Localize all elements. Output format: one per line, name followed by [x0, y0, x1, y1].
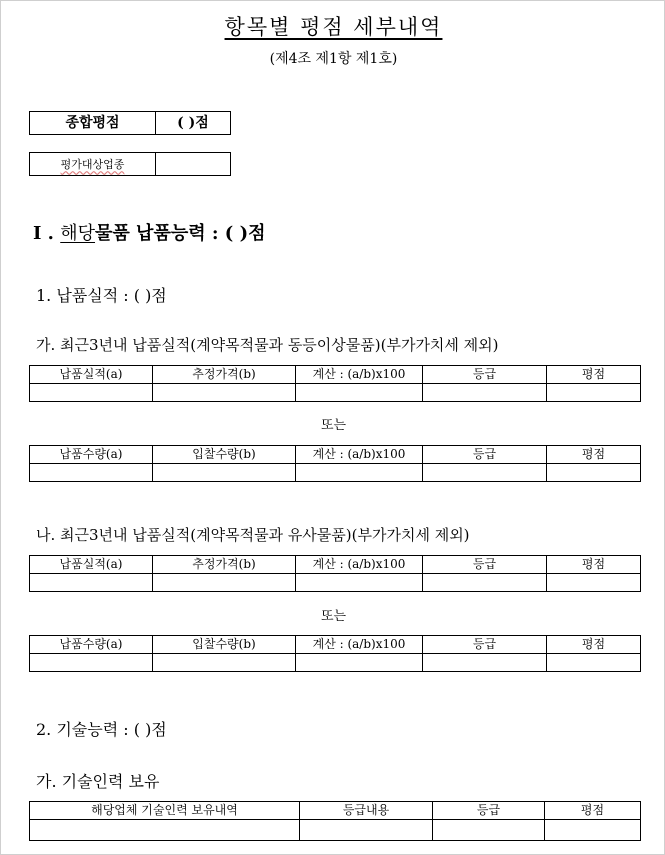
table-header: 평점 — [547, 366, 641, 384]
item1b-table1 — [29, 555, 641, 592]
table-cell[interactable] — [423, 464, 547, 482]
table-row — [30, 654, 641, 672]
table-header: 입찰수량(b) — [153, 636, 296, 654]
table-cell[interactable] — [547, 654, 641, 672]
table-header: 납품수량(a) — [30, 636, 153, 654]
table-row — [30, 384, 641, 402]
or-label: 또는 — [320, 418, 347, 433]
table-header: 등급 — [433, 802, 545, 820]
table-header: 납품실적(a) — [30, 366, 153, 384]
item1a-table1 — [29, 365, 641, 402]
table-cell[interactable] — [296, 574, 423, 592]
table-row — [30, 820, 641, 841]
table-cell[interactable] — [423, 654, 547, 672]
industry-value — [156, 153, 231, 176]
item2a-table — [29, 801, 641, 841]
table-header-row — [30, 802, 641, 820]
table-header: 등급 — [423, 556, 547, 574]
table-header-row — [30, 556, 641, 574]
table-header: 계산 : (a/b)x100 — [296, 446, 423, 464]
table-cell[interactable] — [153, 574, 296, 592]
table-cell[interactable] — [433, 820, 545, 841]
industry-table — [29, 152, 231, 176]
total-score-value: ( )점 — [156, 112, 231, 135]
section-heading: I . 해당물품 납품능력 : ( )점 — [33, 223, 266, 244]
table-cell[interactable] — [30, 384, 153, 402]
table-header: 계산 : (a/b)x100 — [296, 556, 423, 574]
table-header: 평점 — [545, 802, 641, 820]
table-header-row — [30, 636, 641, 654]
table-cell[interactable] — [153, 654, 296, 672]
table-header: 추정가격(b) — [153, 556, 296, 574]
table-cell[interactable] — [547, 574, 641, 592]
table-header-row — [30, 366, 641, 384]
industry-label: 평가대상업종 — [30, 153, 156, 176]
total-score-label: 종합평점 — [30, 112, 156, 135]
item1a-table2 — [29, 445, 641, 482]
table-header: 등급 — [423, 636, 547, 654]
table-header: 평점 — [547, 556, 641, 574]
table-header: 계산 : (a/b)x100 — [296, 366, 423, 384]
table-header: 등급 — [423, 366, 547, 384]
table-header: 추정가격(b) — [153, 366, 296, 384]
table-cell[interactable] — [153, 464, 296, 482]
table-cell[interactable] — [547, 464, 641, 482]
table-cell[interactable] — [547, 384, 641, 402]
table-header: 납품실적(a) — [30, 556, 153, 574]
table-cell[interactable] — [296, 464, 423, 482]
table-cell[interactable] — [300, 820, 433, 841]
page-title: 항목별 평점 세부내역 — [224, 15, 443, 39]
table-cell[interactable] — [30, 464, 153, 482]
table-cell[interactable] — [30, 574, 153, 592]
table-row — [30, 574, 641, 592]
table-header-row — [30, 446, 641, 464]
item1a-heading: 가. 최근3년내 납품실적(계약목적물과 동등이상물품)(부가가치세 제외) — [36, 336, 499, 354]
item1b-table2 — [29, 635, 641, 672]
table-header: 등급 — [423, 446, 547, 464]
total-score-table — [29, 111, 231, 135]
table-cell[interactable] — [30, 820, 300, 841]
page-subtitle: (제4조 제1항 제1호) — [269, 51, 398, 67]
item2-heading: 2. 기술능력 : ( )점 — [36, 720, 167, 739]
table-cell[interactable] — [30, 654, 153, 672]
table-cell[interactable] — [296, 654, 423, 672]
table-header: 등급내용 — [300, 802, 433, 820]
table-header: 해당업체 기술인력 보유내역 — [30, 802, 300, 820]
item2a-heading: 가. 기술인력 보유 — [36, 772, 160, 791]
table-cell[interactable] — [296, 384, 423, 402]
item1b-heading: 나. 최근3년내 납품실적(계약목적물과 유사물품)(부가가치세 제외) — [36, 526, 470, 544]
table-header: 평점 — [547, 446, 641, 464]
item1-heading: 1. 납품실적 : ( )점 — [36, 286, 167, 305]
table-cell[interactable] — [545, 820, 641, 841]
table-header: 납품수량(a) — [30, 446, 153, 464]
table-header: 계산 : (a/b)x100 — [296, 636, 423, 654]
table-cell[interactable] — [423, 574, 547, 592]
table-header: 입찰수량(b) — [153, 446, 296, 464]
or-label: 또는 — [320, 609, 347, 624]
table-row — [30, 464, 641, 482]
table-header: 평점 — [547, 636, 641, 654]
table-cell[interactable] — [153, 384, 296, 402]
table-cell[interactable] — [423, 384, 547, 402]
